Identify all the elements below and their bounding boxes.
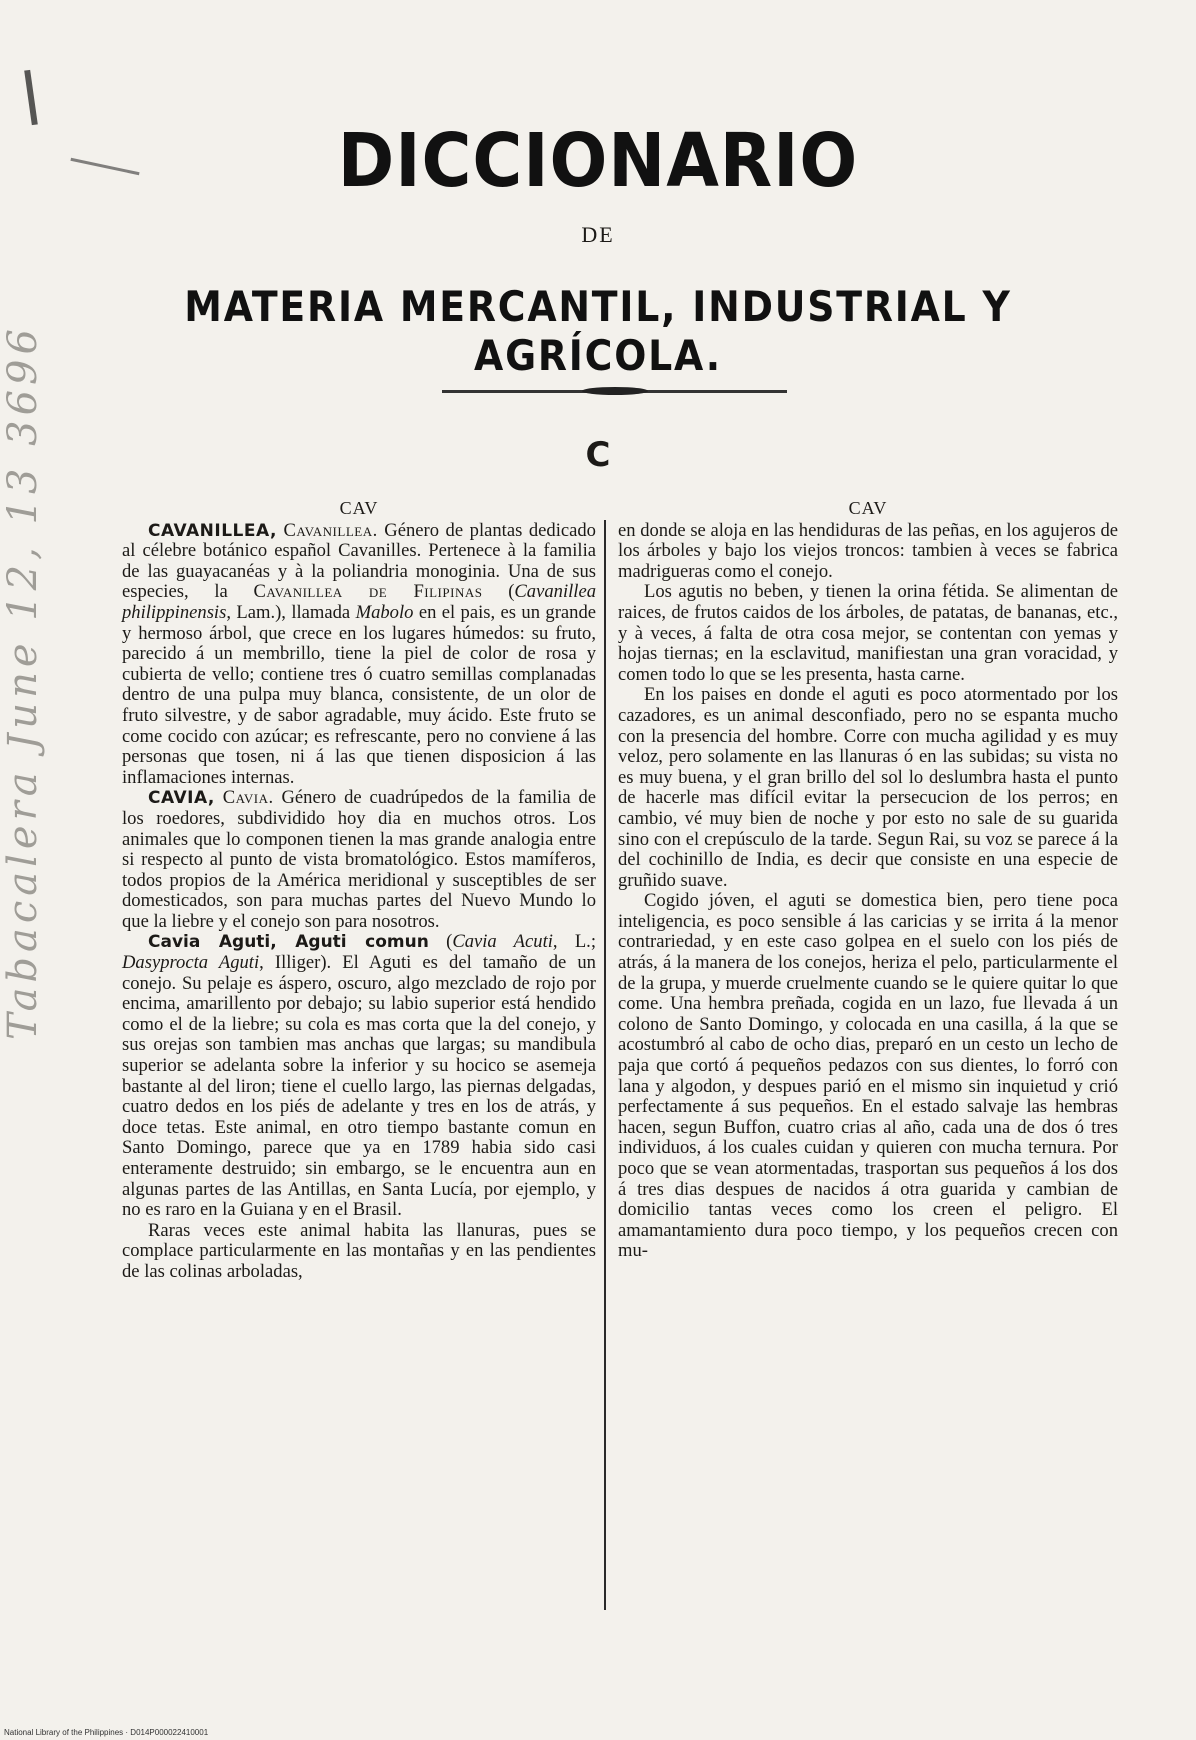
entry-headword: CAVANILLEA,: [148, 520, 277, 541]
entry-text: (: [446, 931, 453, 953]
entry-text: Género de cuadrúpedos de la familia de los roedores, subdividido hoy dia en muchos otros. Los animales que lo componen tienen la mas grande analogia entre si respecto al punto de vista bromatológico. Estos mamíferos, todos propios de la América meridional y susceptibles de ser domesticados, son para muchas partes del Nuevo Mundo lo que la liebre y el conejo son para nosotros.: [122, 787, 596, 932]
entry-headword: CAVIA,: [148, 788, 215, 809]
entry-smallcaps: Cavanillea de Filipinas: [253, 581, 483, 603]
entry-italic: Dasyprocta Aguti: [122, 952, 260, 974]
title-connector: DE: [581, 222, 615, 247]
running-head-left: CAV: [339, 498, 379, 518]
entry-cavia-aguti: [122, 932, 596, 1220]
running-head-right: CAV: [848, 498, 888, 518]
entry-text: Género de plantas dedicado al célebre botánico español Cavanilles. Pertenece à la familia de las guayacanéas y à la poliandria monoginia. Una de sus especies, la: [122, 519, 596, 603]
margin-ink-mark: [24, 70, 38, 125]
right-column: [618, 498, 1118, 1262]
left-column: [122, 498, 596, 1283]
paragraph: Raras veces este animal habita las llanuras, pues se complace particularmente en las montañas y en las pendientes de las colinas arboladas,: [122, 1219, 596, 1282]
entry-text: en el pais, es un grande y hermoso árbol, que crece en los lugares húmedos: su fruto, parecido á un membrillo, tiene la piel de color de rosa y cubierta de vello; contiene tres ó cuatro semillas complanadas dentro de una pulpa muy blanca, consistente, de un olor de fruto silvestre, y de sabor agradable, muy ácido. Este fruto se come cocido con azúcar; es refrescante, pero no conviene á las personas que tosen, ni á las que tienen disposicion á las inflamaciones internas.: [122, 601, 596, 788]
entry-italic: Cavanillea philippinensis: [122, 581, 596, 623]
entry-cavia: [122, 788, 596, 932]
section-letter: C: [585, 435, 611, 475]
page-title: DICCIONARIO: [337, 118, 859, 204]
page-subtitle: MATERIA MERCANTIL, INDUSTRIAL Y AGRÍCOLA.: [184, 282, 1012, 380]
paragraph: En los paises en donde el aguti es poco atormentado por los cazadores, es un animal desconfiado, pero no se espanta mucho con la presencia del hombre. Corre con mucha agilidad y es muy veloz, pero solamente en las llanuras ó en las subidas; su vista no es muy buena, y el gran brillo del sol lo deslumbra hasta el punto de hacerle mas difícil evitar la persecucion de los perros; en cambio, vé muy bien de noche y por esto no sale de su guarida sino con el crepúsculo de la tarde. Segun Rai, su voz se parece á la del cochinillo de India, es decir que consiste en una especie de gruñido suave.: [618, 684, 1118, 891]
entry-text: (: [508, 581, 515, 603]
handwritten-margin-note: Tabacalera June 12, 13 3696: [0, 324, 46, 1040]
entry-italic: Cavia Acuti: [452, 931, 553, 953]
entry-text: , L.;: [552, 931, 596, 953]
title-ornament-rule: [442, 390, 787, 393]
entry-text: , Illiger). El Aguti es del tamaño de un conejo. Su pelaje es áspero, oscuro, algo mezclado de rojo por encima, amarillento por debajo; su labio superior está hendido como el de la liebre; su cola es mas corta que la del conejo, y sus orejas son tambien mas anchas que largas; su mandibula superior se adelanta sobre la inferior y su hocico se asemeja bastante al del liron; tiene el cuello largo, las piernas delgadas, cuatro dedos en los piés de adelante y tres en los de atrás, y doce tetas. Este animal, en otro tiempo bastante comun en Santo Domingo, parece que ya en 1789 habia sido casi enteramente destruido; sin embargo, se le encuentra aun en algunas partes de las Antillas, en Santa Lucía, por ejemplo, y no es raro en la Guiana y en el Brasil.: [122, 952, 596, 1221]
paragraph: Cogido jóven, el aguti se domestica bien, pero tiene poca inteligencia, es poco sensible á las caricias y se irrita á la menor contrariedad, y en este caso golpea en el suelo con los piés de atrás, á la manera de los conejos, heriza el pelo, particularmente el de la grupa, y muerde cruelmente cuando se le quiere quitar lo que come. Una hembra preñada, cogida en un lazo, fue llevada á un colono de Santo Domingo, y colocada en una casilla, á la que se acostumbró al cabo de ocho dias, preparó en un cesto un lecho de paja que cortó á pequeños pedazos con sus dientes, lo forró con lana y algodon, y despues parió en el mismo sin inquietud y crió perfectamente á sus pequeños. En el estado salvaje las hembras hacen, segun Buffon, cuatro crias al año, cada una de dos ó tres individuos, á los cuales cuidan y quieren con mucha ternura. Por poco que se vean atormentadas, trasportan sus pequeños á los dos á tres dias despues de nacidos á otra guarida y cambian de domicilio tantas veces como los creen el peligro. El amamantamiento dura poco tiempo, y los pequeños crecen con mu-: [618, 890, 1118, 1262]
entry-italic: Mabolo: [355, 601, 414, 623]
column-divider: [604, 520, 606, 1610]
entry-headword-smallcaps: Cavanillea.: [283, 519, 378, 541]
entry-text: , Lam.), llamada: [226, 601, 351, 623]
entry-cavanillea: [122, 521, 596, 789]
paragraph: en donde se aloja en las hendiduras de las peñas, en los agujeros de los árboles y bajo los viejos troncos: tambien à veces se fabrica madrigueras como el conejo.: [618, 519, 1118, 582]
entry-headword-smallcaps: Cavia.: [222, 787, 274, 809]
scan-footer: National Library of the Philippines · D014P000022410001: [4, 1728, 209, 1737]
paragraph: Los agutis no beben, y tienen la orina fétida. Se alimentan de raices, de frutos caidos de los árboles, de patatas, de bananas, etc., y à veces, á falta de otra cosa mejor, se contentan con yemas y hojas tiernas; en la esclavitud, manifiestan una gran voracidad, y comen todo lo que se les presenta, hasta carne.: [618, 581, 1118, 685]
entry-headword: Cavia Aguti, Aguti comun: [148, 932, 429, 953]
